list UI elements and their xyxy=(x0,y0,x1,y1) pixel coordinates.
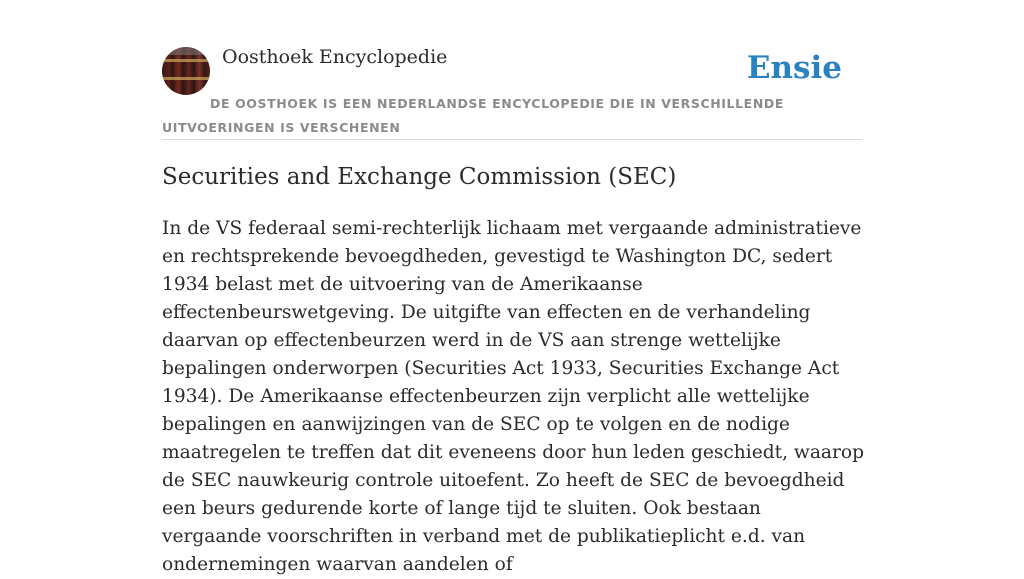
header-divider xyxy=(162,139,862,140)
article-body: In de VS federaal semi-rechterlijk lichaam met vergaande administratieve en rechtsprekende bevoegdheden, gevestigd te Washington DC, sedert 1934 belast met de uitvoering van de Amerikaanse effectenbeurswetgeving. De uitgifte van effecten en de verhandeling daarvan op effectenbeurzen werd in de VS aan strenge wettelijke bepalingen onderworpen (Securities Act 1933, Securities Exchange Act 1934). De Amerikaanse effectenbeurzen zijn verplicht alle wettelijke bepalingen en aanwijzingen van de SEC op te volgen en de nodige maatregelen te treffen dat dit eveneens door hun leden geschiedt, waarop de SEC nauwkeurig controle uitoefent. Zo heeft de SEC de bevoegdheid een beurs gedurende korte of lange tijd te sluiten. Ook bestaan vergaande voorschriften in verband met de publikatieplicht e.d. van ondernemingen waarvan aandelen of xyxy=(162,218,865,575)
source-title[interactable]: Oosthoek Encyclopedie xyxy=(222,46,448,68)
encyclopedia-books-avatar[interactable] xyxy=(162,47,210,95)
avatar-spine-band xyxy=(162,77,210,80)
source-tagline: DE OOSTHOEK IS EEN NEDERLANDSE ENCYCLOPEDIE DIE IN VERSCHILLENDE UITVOERINGEN IS VERSCHENEN xyxy=(162,96,784,135)
ensie-logo[interactable]: Ensie xyxy=(746,50,842,86)
article-title: Securities and Exchange Commission (SEC) xyxy=(162,164,677,190)
avatar-shelf xyxy=(162,47,210,55)
avatar-spine-band xyxy=(162,59,210,62)
